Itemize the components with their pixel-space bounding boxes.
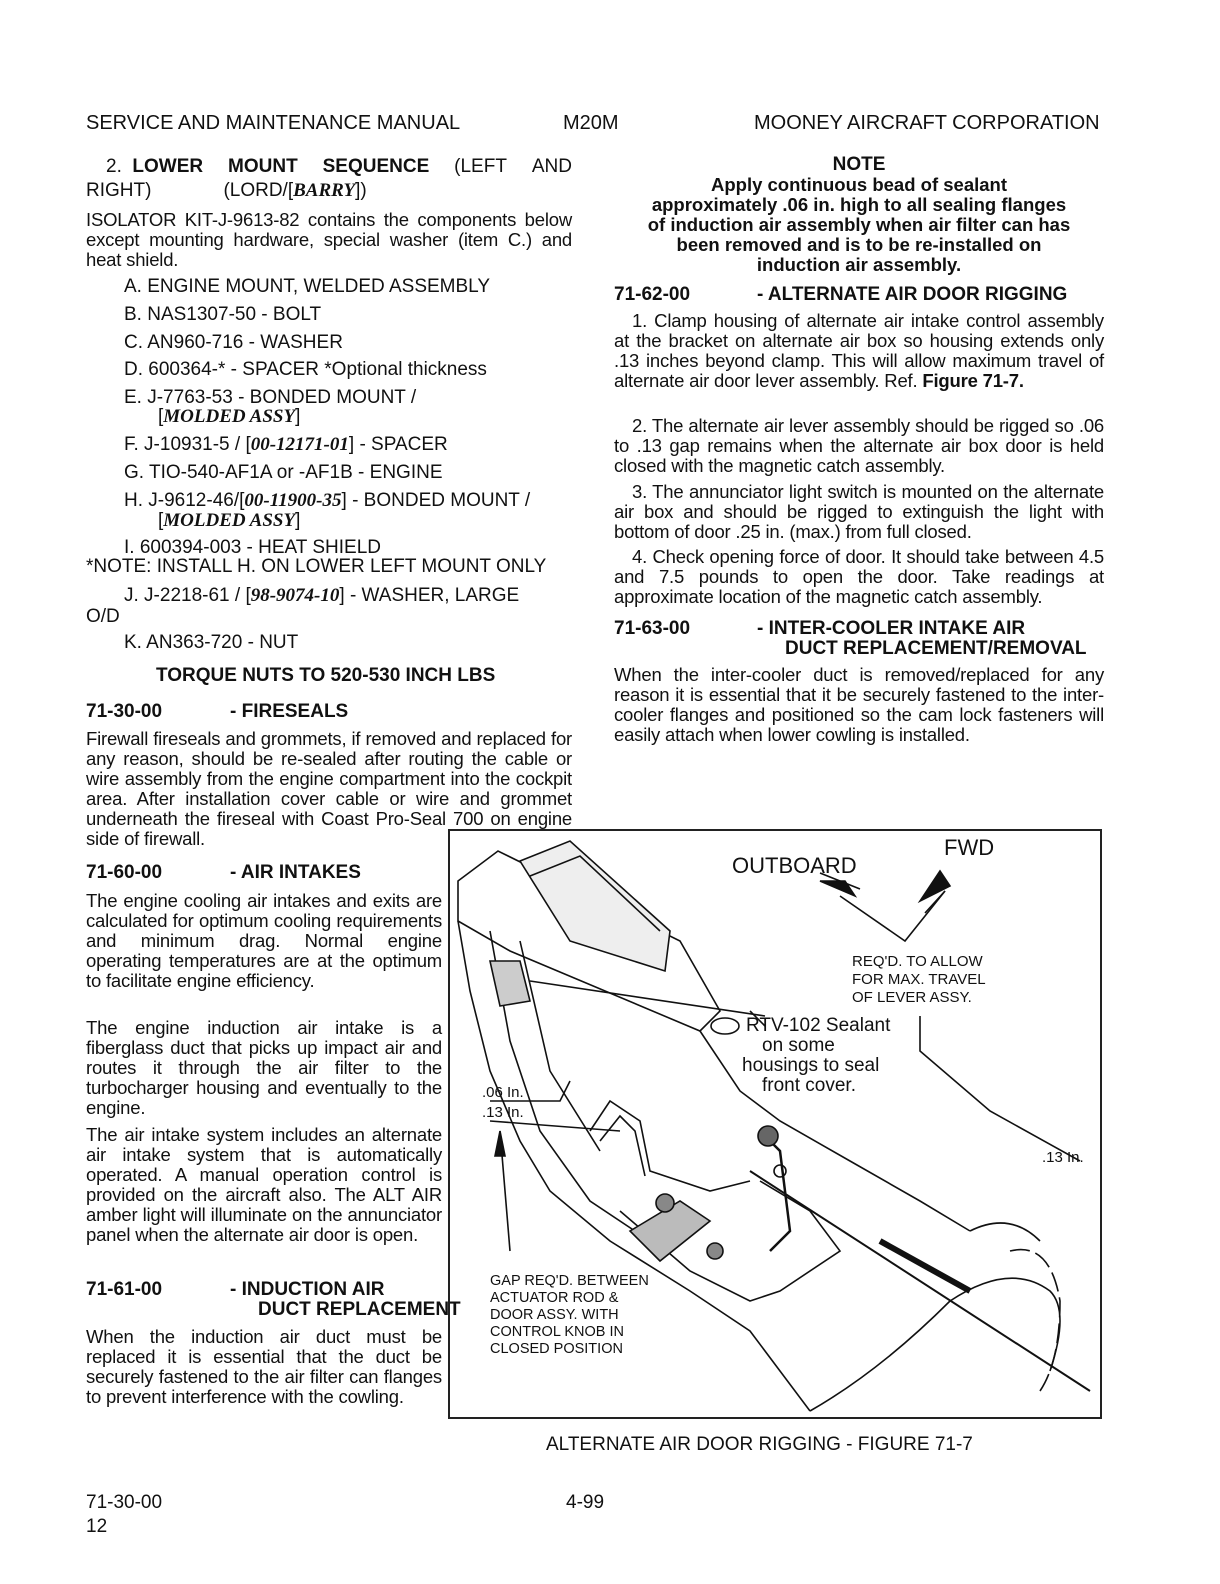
air-intakes-p3: The air intake system includes an alternate air intake system that is automatically operated. A manual operation control is provided on the aircraft also. The ALT AIR amber light will illuminate on the annunciator panel when the alternate air door is open.: [86, 1124, 442, 1245]
dim-13-right-label: .13 In.: [1042, 1149, 1084, 1166]
induction-body: When the induction air duct must be replaced it is essential that the duct be securely fastened to the air filter can flanges to prevent interference with the cowling.: [86, 1326, 442, 1407]
req-leader: [920, 1016, 1080, 1161]
mount-item-j: J. J-2218-61 / [98-9074-10] - WASHER, LARGE: [124, 585, 520, 606]
footer-rev: 12: [86, 1516, 108, 1537]
rtv-leader: [530, 981, 765, 1016]
air-intakes-p1: The engine cooling air intakes and exits are calculated for optimum cooling requirements and minimum drag. Normal engine operating temperatures are at the optimum to facilitate engine efficiency.: [86, 890, 442, 991]
header-right: MOONEY AIRCRAFT CORPORATION: [754, 112, 1100, 134]
torque-note: TORQUE NUTS TO 520-530 INCH LBS: [156, 665, 496, 686]
mount-item-e-2: [MOLDED ASSY]: [158, 406, 301, 427]
alt-air-p2: 2. The alternate air lever assembly should be rigged so .06 to .13 gap remains when the alternate air box door is held closed with the magnetic catch assembly.: [614, 415, 1104, 476]
mount-item-j-2: O/D: [86, 606, 120, 627]
mount-item-g: G. TIO-540-AF1A or -AF1B - ENGINE: [124, 462, 443, 483]
alt-air-p1: 1. Clamp housing of alternate air intake control assembly at the bracket on alternate air box so housing extends only .13 inches beyond clamp. This will allow maximum travel of alternate air door lever assembly. Ref. Figure 71-7.: [614, 310, 1104, 391]
mount-item-f: F. J-10931-5 / [00-12171-01] - SPACER: [124, 434, 448, 455]
mount-item-d: D. 600364-* - SPACER *Optional thickness: [124, 359, 487, 380]
intercooler-num: 71-63-00: [614, 618, 691, 639]
note-line-1: Apply continuous bead of sealant: [710, 174, 1008, 195]
fwd-label: FWD: [944, 835, 995, 860]
alt-air-p3: 3. The annunciator light switch is mounted on the alternate air box and should be rigged to extinguish the light with bottom of door .25 in. (max.) from full closed.: [614, 481, 1104, 542]
mount-item-a: A. ENGINE MOUNT, WELDED ASSEMBLY: [124, 276, 491, 297]
lower-mount-title: 2. LOWER MOUNT SEQUENCE (LEFT AND RIGHT) (LORD/[BARRY]): [86, 156, 572, 201]
outboard-label: OUTBOARD: [732, 853, 857, 878]
intercooler-body: When the inter-cooler duct is removed/replaced for any reason it is essential that it be securely fastened to the inter-cooler flanges and positioned so the cam lock fasteners will easily attach when lower cowling is installed.: [614, 664, 1104, 745]
fireseals-title: - FIRESEALS: [230, 701, 349, 722]
alt-air-p4: 4. Check opening force of door. It should take between 4.5 and 7.5 pounds to open the door. Take readings at approximate location of the magnetic catch assembly.: [614, 546, 1104, 607]
req-label: REQ'D. TO ALLOW FOR MAX. TRAVEL OF LEVER ASSY.: [852, 953, 986, 1006]
footer-page: 4-99: [566, 1492, 605, 1513]
note-line-2: approximately .06 in. high to all sealing flanges: [651, 194, 1067, 215]
rtv-label: RTV-102 Sealant on some housings to seal front cover.: [742, 1015, 891, 1096]
mount-item-b: B. NAS1307-50 - BOLT: [124, 304, 322, 325]
lever-pivot: [758, 1126, 778, 1146]
fireseals-body: Firewall fireseals and grommets, if removed and replaced for any reason, should be re-sealed after routing the cable or wire assembly from the engine compartment into the cockpit area. After installation cover cable or wire and grommet underneath the fireseal with Coast Pro-Seal 700 on engine side of firewall.: [86, 728, 572, 849]
note-line-5: induction air assembly.: [756, 254, 962, 275]
note-box: [614, 155, 1104, 275]
dim-06-label: .06 In.: [482, 1084, 524, 1101]
mount-item-e: E. J-7763-53 - BONDED MOUNT /: [124, 387, 417, 408]
air-intakes-title: - AIR INTAKES: [230, 862, 361, 883]
mount-item-c: C. AN960-716 - WASHER: [124, 332, 343, 353]
intercooler-title-1: - INTER-COOLER INTAKE AIR: [757, 618, 1026, 639]
note-title: NOTE: [832, 154, 886, 175]
alt-air-num: 71-62-00: [614, 284, 691, 305]
note-line-3: of induction air assembly when air filter can has: [647, 214, 1071, 235]
induction-title-2: DUCT REPLACEMENT: [258, 1299, 461, 1320]
fireseals-num: 71-30-00: [86, 701, 163, 722]
gap-label: GAP REQ'D. BETWEEN ACTUATOR ROD & DOOR ASSY. WITH CONTROL KNOB IN CLOSED POSITION: [490, 1273, 649, 1357]
induction-num: 71-61-00: [86, 1279, 163, 1300]
dim-13-label: .13 In.: [482, 1104, 524, 1121]
mount-note: *NOTE: INSTALL H. ON LOWER LEFT MOUNT ONLY: [86, 556, 547, 577]
header-model: M20M: [563, 112, 619, 134]
mount-item-k: K. AN363-720 - NUT: [124, 632, 299, 653]
air-intakes-p2: The engine induction air intake is a fiberglass duct that picks up impact air and routes it through the air filter to the turbocharger housing and eventually to the engine.: [86, 1017, 442, 1118]
mount-item-h-2: [MOLDED ASSY]: [158, 510, 301, 531]
air-intakes-num: 71-60-00: [86, 862, 163, 883]
mount-item-i: I. 600394-003 - HEAT SHIELD: [124, 537, 381, 558]
figure-71-7: [448, 829, 1102, 1419]
induction-title-1: - INDUCTION AIR: [230, 1279, 385, 1300]
duct-elbow: [810, 1278, 1060, 1411]
alt-air-title: - ALTERNATE AIR DOOR RIGGING: [757, 284, 1068, 305]
note-line-4: been removed and is to be re-installed on: [676, 234, 1042, 255]
control-cable: [750, 1171, 1090, 1391]
latch: [490, 961, 530, 1006]
header-left: SERVICE AND MAINTENANCE MANUAL: [86, 112, 461, 134]
intercooler-title-2: DUCT REPLACEMENT/REMOVAL: [785, 638, 1087, 659]
lower-mount-intro: ISOLATOR KIT-J-9613-82 contains the components below except mounting hardware, special washer (item C.) and heat shield.: [86, 209, 572, 270]
magnetic-catch: [656, 1194, 674, 1212]
footer-section: 71-30-00: [86, 1492, 163, 1513]
figure-caption: ALTERNATE AIR DOOR RIGGING - FIGURE 71-7: [546, 1434, 973, 1455]
mount-item-h: H. J-9612-46/[00-11900-35] - BONDED MOUNT /: [124, 490, 531, 511]
